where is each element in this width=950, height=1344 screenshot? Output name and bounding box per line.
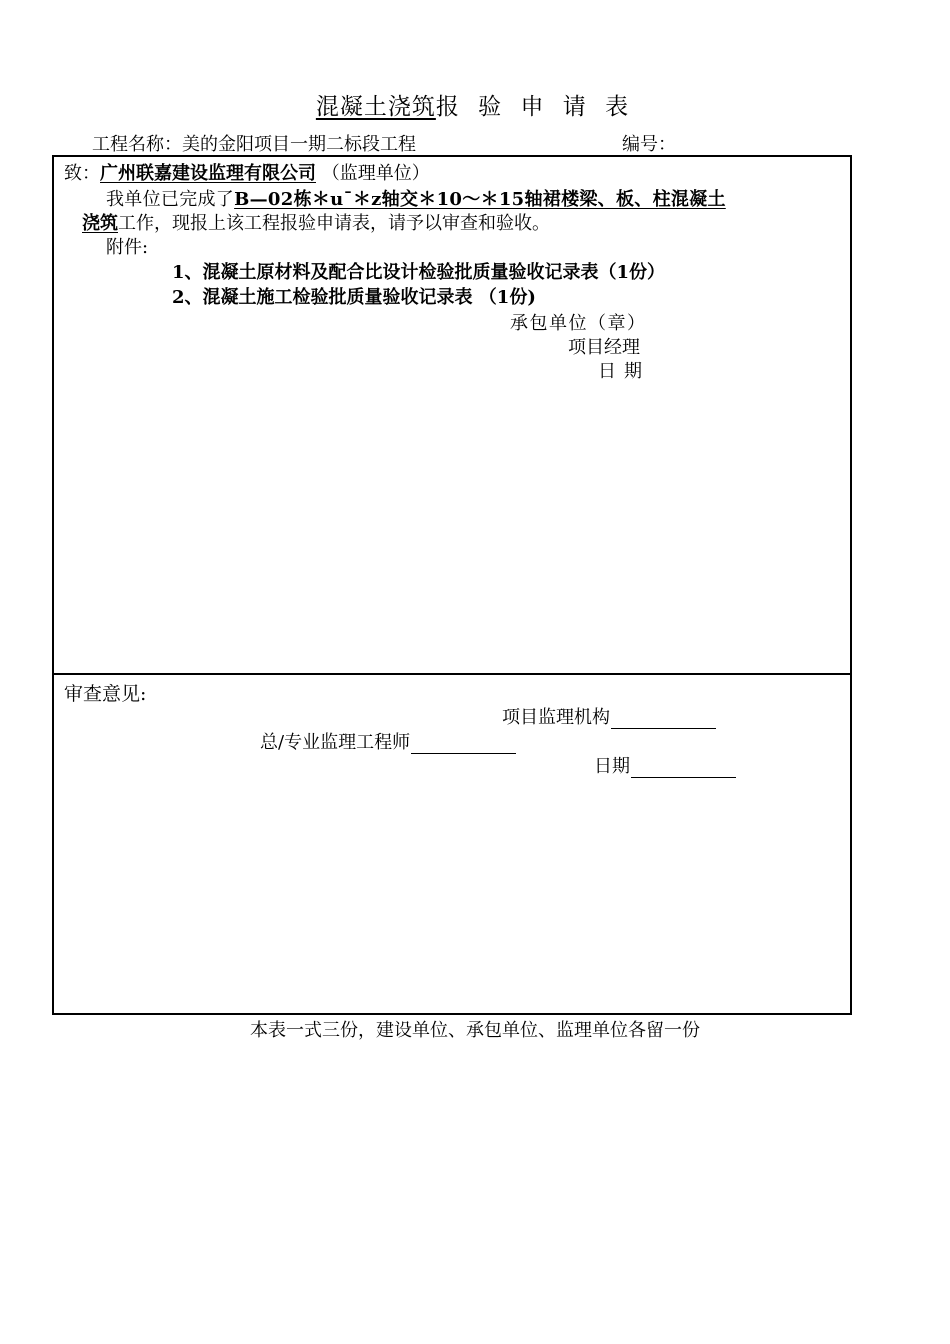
to-prefix: 致：	[64, 163, 100, 184]
project-manager-label: 项目经理	[568, 337, 640, 358]
supervisor-suffix: （监理单位）	[316, 163, 430, 184]
addressee-line	[64, 159, 430, 185]
completion-statement-line2	[82, 209, 550, 235]
footer-note: 本表一式三份，建设单位、承包单位、监理单位各留一份	[250, 1020, 700, 1041]
completion-prefix: 我单位已完成了	[106, 189, 235, 210]
supervising-engineer-label: 总/专业监理工程师	[260, 732, 411, 753]
project-name: 工程名称：美的金阳项目一期二标段工程	[92, 134, 416, 155]
form-title-rest: 报 验 申 请 表	[435, 94, 635, 120]
review-date-blank[interactable]	[631, 759, 736, 778]
review-date-label: 日期	[594, 756, 630, 777]
completion-statement-line1	[106, 185, 726, 211]
form-title	[0, 88, 950, 121]
application-date-label: 日期	[598, 361, 650, 382]
supervision-org-blank[interactable]	[611, 710, 716, 729]
completion-suffix: 工作，现报上该工程报验申请表，请予以审查和验收。	[118, 213, 550, 234]
attachments-label: 附件:	[106, 237, 149, 258]
contractor-stamp-label: 承包单位（章）	[510, 313, 647, 334]
supervising-engineer-field	[260, 728, 516, 754]
supervisor-company: 广州联嘉建设监理有限公司	[100, 163, 316, 184]
review-opinion-label: 审查意见:	[64, 683, 147, 705]
form-title-underlined: 混凝土浇筑	[315, 94, 436, 120]
review-section	[52, 673, 852, 1015]
supervising-engineer-blank[interactable]	[411, 735, 516, 754]
attachment-item-1: 1、混凝土原材料及配合比设计检验批质量验收记录表（1份）	[172, 262, 666, 283]
form-number-label: 编号：	[622, 134, 676, 155]
work-description-cont: 浇筑	[82, 213, 118, 234]
attachment-item-2: 2、混凝土施工检验批质量验收记录表 （1份)	[172, 287, 536, 308]
supervision-org-label: 项目监理机构	[502, 707, 610, 728]
supervision-org-field	[502, 703, 716, 729]
review-date-field	[594, 752, 736, 778]
work-description: B—02栋＊u¯＊z轴交＊10～＊15轴裙楼梁、板、柱混凝土	[234, 189, 726, 210]
